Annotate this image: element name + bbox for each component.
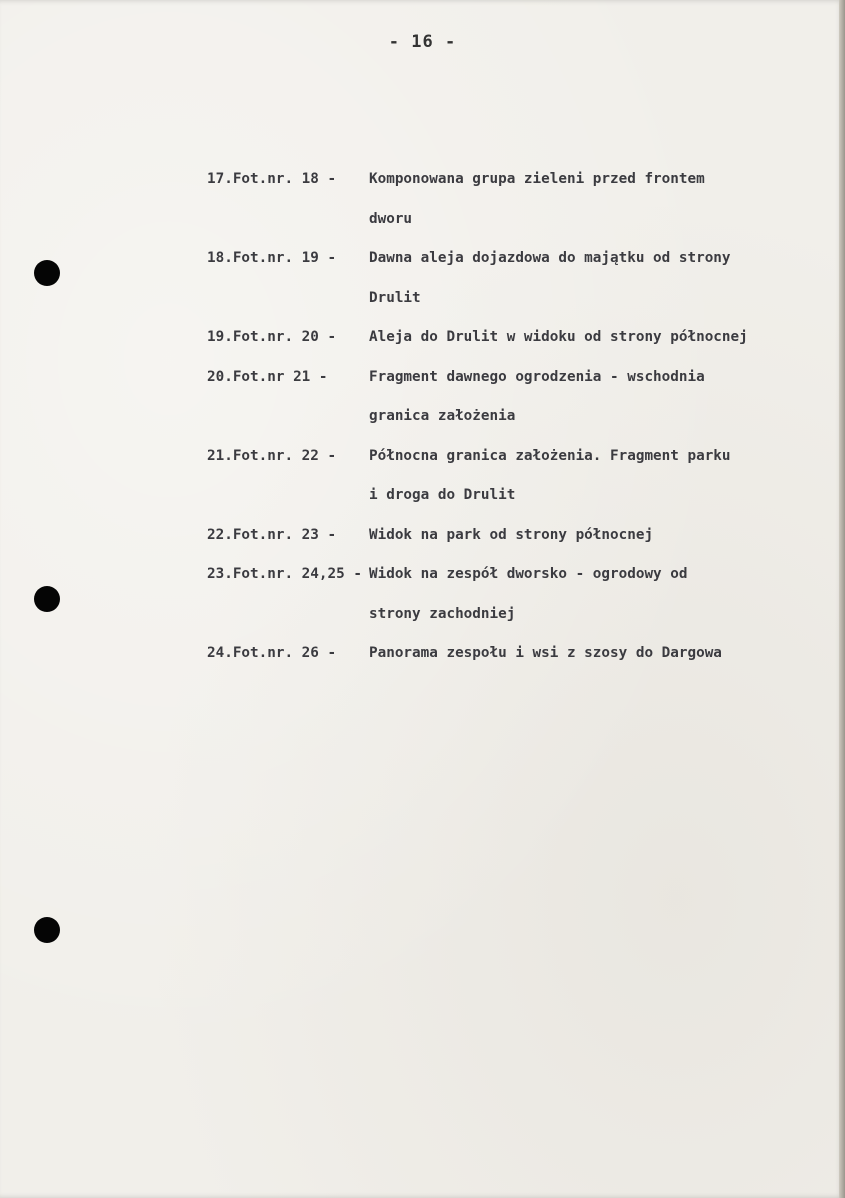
entry-reference: 17.Fot.nr. 18 -	[207, 171, 337, 187]
entry-description: Widok na park od strony północnej	[369, 526, 654, 543]
entry-reference: 24.Fot.nr. 26 -	[207, 645, 337, 661]
list-item	[207, 358, 827, 398]
entry-continuation: granica założenia	[369, 408, 516, 424]
page-number: - 16 -	[388, 32, 457, 52]
entry-reference: 22.Fot.nr. 23 -	[207, 526, 337, 543]
entry-continuation: i droga do Drulit	[369, 487, 516, 503]
list-item	[207, 437, 827, 477]
list-item	[207, 634, 827, 674]
entry-continuation: strony zachodniej	[369, 605, 516, 622]
list-item	[207, 555, 827, 595]
entry-description: Fragment dawnego ogrodzenia - wschodnia	[369, 368, 705, 385]
list-item	[207, 318, 827, 358]
entry-description: Północna granica założenia. Fragment parku	[369, 447, 731, 464]
page-edge	[839, 0, 845, 1198]
entry-reference: 19.Fot.nr. 20 -	[207, 329, 337, 345]
punch-hole-middle	[34, 586, 60, 612]
photo-list	[207, 160, 827, 674]
entry-reference: 18.Fot.nr. 19 -	[207, 250, 337, 266]
entry-continuation: Drulit	[369, 289, 421, 306]
list-item	[207, 516, 827, 556]
entry-description: Komponowana grupa zieleni przed frontem	[369, 171, 705, 187]
entry-reference: 20.Fot.nr 21 -	[207, 368, 328, 385]
entry-reference: 23.Fot.nr. 24,25 -	[207, 566, 362, 582]
punch-hole-top	[34, 260, 60, 286]
entry-reference: 21.Fot.nr. 22 -	[207, 447, 337, 464]
entry-description: Dawna aleja dojazdowa do majątku od strony	[369, 250, 731, 266]
entry-description: Panorama zespołu i wsi z szosy do Dargowa	[369, 645, 722, 661]
list-item	[207, 239, 827, 279]
punch-hole-bottom	[34, 917, 60, 943]
list-item	[207, 160, 827, 200]
entry-description: Widok na zespół dworsko - ogrodowy od	[369, 566, 688, 582]
entry-description: Aleja do Drulit w widoku od strony północnej	[369, 329, 748, 345]
entry-continuation: dworu	[369, 210, 413, 227]
